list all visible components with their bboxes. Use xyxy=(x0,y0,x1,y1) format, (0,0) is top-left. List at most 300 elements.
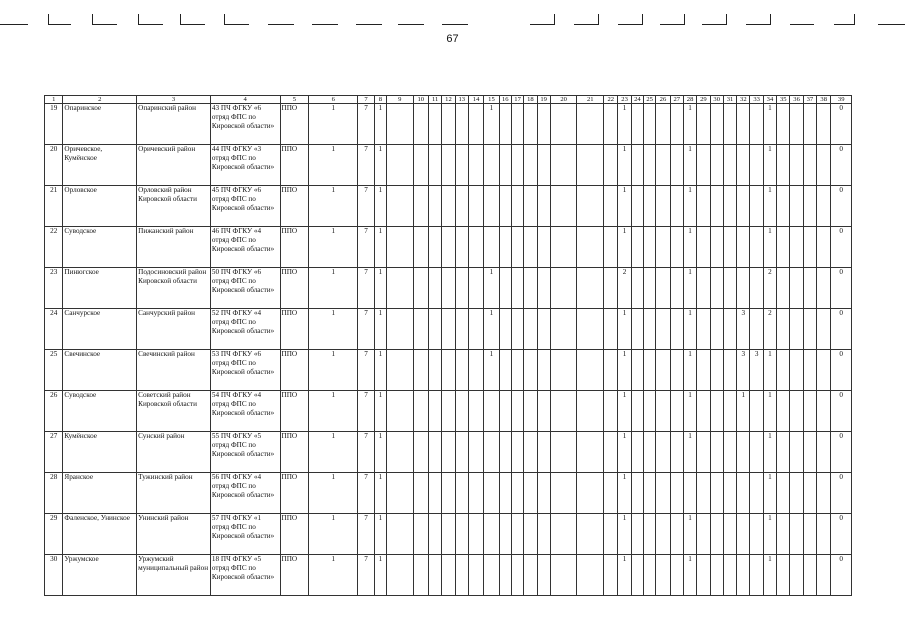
value-cell xyxy=(455,227,468,268)
value-cell xyxy=(468,145,483,186)
value-cell: 1 xyxy=(763,473,776,514)
value-cell xyxy=(499,473,511,514)
value-cell xyxy=(644,514,656,555)
column-number: 23 xyxy=(618,96,631,104)
value-cell xyxy=(656,350,670,391)
value-cell: 1 xyxy=(374,514,386,555)
value-cell xyxy=(428,350,441,391)
value-cell: 7 xyxy=(358,514,374,555)
value-cell xyxy=(803,555,816,596)
value-cell xyxy=(790,473,803,514)
unit-type-cell: ППО xyxy=(280,309,309,350)
value-cell xyxy=(387,555,414,596)
value-cell: 1 xyxy=(737,391,750,432)
district-cell: Уржумский муниципальный район xyxy=(137,555,211,596)
value-cell: 0 xyxy=(831,473,852,514)
unit-type-cell: ППО xyxy=(280,145,309,186)
value-cell xyxy=(511,555,523,596)
value-cell xyxy=(790,391,803,432)
value-cell xyxy=(777,432,790,473)
value-cell xyxy=(413,145,428,186)
value-cell xyxy=(550,350,577,391)
value-cell xyxy=(656,227,670,268)
column-number: 38 xyxy=(817,96,831,104)
value-cell: 0 xyxy=(831,309,852,350)
row-number: 19 xyxy=(45,104,63,145)
value-cell: 7 xyxy=(358,268,374,309)
value-cell xyxy=(644,350,656,391)
value-cell xyxy=(550,268,577,309)
value-cell xyxy=(750,391,763,432)
settlement-cell: Оричевское, Кумёнское xyxy=(63,145,137,186)
value-cell xyxy=(777,145,790,186)
value-cell xyxy=(442,309,455,350)
fire-unit-cell: 43 ПЧ ФГКУ «6 отряд ФПС по Кировской области» xyxy=(210,104,280,145)
value-cell xyxy=(499,104,511,145)
value-cell xyxy=(737,432,750,473)
value-cell xyxy=(710,391,723,432)
value-cell xyxy=(499,555,511,596)
binding-mark xyxy=(702,14,727,25)
value-cell xyxy=(550,514,577,555)
value-cell xyxy=(656,186,670,227)
column-number: 37 xyxy=(803,96,816,104)
value-cell xyxy=(387,514,414,555)
value-cell xyxy=(604,186,618,227)
value-cell xyxy=(442,268,455,309)
value-cell xyxy=(670,309,683,350)
district-cell: Пижанский район xyxy=(137,227,211,268)
column-number: 33 xyxy=(750,96,763,104)
value-cell xyxy=(537,555,550,596)
value-cell xyxy=(790,145,803,186)
unit-type-cell: ППО xyxy=(280,473,309,514)
value-cell xyxy=(537,432,550,473)
value-cell xyxy=(790,268,803,309)
value-cell xyxy=(817,391,831,432)
fire-unit-cell: 45 ПЧ ФГКУ «6 отряд ФПС по Кировской области» xyxy=(210,186,280,227)
value-cell xyxy=(604,473,618,514)
value-cell xyxy=(455,473,468,514)
column-number: 14 xyxy=(468,96,483,104)
value-cell xyxy=(550,432,577,473)
fire-unit-cell: 53 ПЧ ФГКУ «6 отряд ФПС по Кировской области» xyxy=(210,350,280,391)
value-cell xyxy=(777,186,790,227)
value-cell xyxy=(387,145,414,186)
column-number: 21 xyxy=(577,96,604,104)
value-cell xyxy=(631,227,643,268)
value-cell xyxy=(817,186,831,227)
fire-unit-cell: 52 ПЧ ФГКУ «4 отряд ФПС по Кировской области» xyxy=(210,309,280,350)
table-row xyxy=(45,391,852,432)
value-cell: 1 xyxy=(374,145,386,186)
value-cell xyxy=(484,227,499,268)
value-cell xyxy=(631,514,643,555)
value-cell xyxy=(604,555,618,596)
value-cell xyxy=(484,186,499,227)
settlement-cell: Санчурское xyxy=(63,309,137,350)
value-cell: 1 xyxy=(763,186,776,227)
table-row xyxy=(45,227,852,268)
binding-mark xyxy=(878,14,905,25)
value-cell xyxy=(644,555,656,596)
value-cell: 1 xyxy=(683,186,696,227)
value-cell xyxy=(511,227,523,268)
binding-mark xyxy=(0,14,28,25)
value-cell xyxy=(723,350,736,391)
value-cell xyxy=(550,309,577,350)
value-cell xyxy=(790,227,803,268)
settlement-cell: Орловское xyxy=(63,186,137,227)
fire-unit-cell: 18 ПЧ ФГКУ «5 отряд ФПС по Кировской области» xyxy=(210,555,280,596)
value-cell xyxy=(644,186,656,227)
value-cell: 1 xyxy=(374,309,386,350)
value-cell: 7 xyxy=(358,145,374,186)
value-cell xyxy=(644,391,656,432)
value-cell xyxy=(484,432,499,473)
value-cell xyxy=(468,268,483,309)
value-cell xyxy=(604,309,618,350)
value-cell xyxy=(468,473,483,514)
column-number: 20 xyxy=(550,96,577,104)
value-cell xyxy=(468,432,483,473)
value-cell xyxy=(413,391,428,432)
binding-mark xyxy=(356,14,382,25)
value-cell xyxy=(442,391,455,432)
value-cell: 1 xyxy=(683,555,696,596)
column-number: 25 xyxy=(644,96,656,104)
value-cell xyxy=(750,432,763,473)
value-cell xyxy=(511,104,523,145)
value-cell: 2 xyxy=(763,268,776,309)
value-cell xyxy=(577,309,604,350)
value-cell: 1 xyxy=(683,227,696,268)
table-row xyxy=(45,268,852,309)
value-cell xyxy=(428,514,441,555)
value-cell xyxy=(710,104,723,145)
value-cell xyxy=(644,104,656,145)
value-cell: 0 xyxy=(831,555,852,596)
value-cell xyxy=(631,309,643,350)
value-cell xyxy=(817,555,831,596)
value-cell xyxy=(413,268,428,309)
column-number: 9 xyxy=(387,96,414,104)
value-cell xyxy=(670,227,683,268)
value-cell: 1 xyxy=(309,309,358,350)
column-number: 7 xyxy=(358,96,374,104)
value-cell xyxy=(413,350,428,391)
value-cell: 1 xyxy=(484,350,499,391)
value-cell xyxy=(723,473,736,514)
column-number: 11 xyxy=(428,96,441,104)
value-cell xyxy=(644,227,656,268)
column-number: 39 xyxy=(831,96,852,104)
table-row xyxy=(45,309,852,350)
value-cell xyxy=(750,104,763,145)
value-cell: 0 xyxy=(831,514,852,555)
value-cell xyxy=(387,104,414,145)
value-cell: 0 xyxy=(831,432,852,473)
value-cell: 2 xyxy=(763,309,776,350)
value-cell xyxy=(537,514,550,555)
value-cell: 1 xyxy=(374,186,386,227)
value-cell xyxy=(604,391,618,432)
column-number: 2 xyxy=(63,96,137,104)
value-cell xyxy=(737,186,750,227)
value-cell xyxy=(670,350,683,391)
value-cell xyxy=(631,104,643,145)
value-cell xyxy=(524,555,537,596)
value-cell: 1 xyxy=(618,309,631,350)
value-cell xyxy=(631,186,643,227)
value-cell: 7 xyxy=(358,391,374,432)
value-cell: 7 xyxy=(358,555,374,596)
unit-type-cell: ППО xyxy=(280,391,309,432)
binding-mark xyxy=(574,14,599,25)
settlement-cell: Опаринское xyxy=(63,104,137,145)
value-cell xyxy=(468,391,483,432)
table-row xyxy=(45,555,852,596)
column-number: 10 xyxy=(413,96,428,104)
value-cell: 1 xyxy=(618,350,631,391)
value-cell xyxy=(631,391,643,432)
value-cell xyxy=(803,227,816,268)
unit-type-cell: ППО xyxy=(280,514,309,555)
value-cell xyxy=(631,432,643,473)
value-cell xyxy=(697,432,710,473)
value-cell xyxy=(499,145,511,186)
column-number: 26 xyxy=(656,96,670,104)
value-cell xyxy=(537,268,550,309)
value-cell xyxy=(484,514,499,555)
value-cell xyxy=(524,186,537,227)
value-cell xyxy=(455,555,468,596)
value-cell xyxy=(737,145,750,186)
binding-mark xyxy=(530,14,555,25)
settlement-cell: Суводское xyxy=(63,391,137,432)
value-cell xyxy=(737,555,750,596)
binding-mark xyxy=(660,14,685,25)
column-number: 29 xyxy=(697,96,710,104)
value-cell: 0 xyxy=(831,350,852,391)
value-cell xyxy=(604,145,618,186)
value-cell xyxy=(577,186,604,227)
settlement-cell: Фаленское, Унинское xyxy=(63,514,137,555)
value-cell xyxy=(387,268,414,309)
value-cell: 3 xyxy=(737,309,750,350)
value-cell xyxy=(723,227,736,268)
value-cell xyxy=(577,432,604,473)
value-cell xyxy=(484,391,499,432)
district-cell: Подосиновский район Кировской области xyxy=(137,268,211,309)
value-cell xyxy=(484,473,499,514)
value-cell xyxy=(750,268,763,309)
value-cell xyxy=(413,473,428,514)
binding-mark xyxy=(746,14,771,25)
value-cell xyxy=(777,227,790,268)
value-cell: 1 xyxy=(309,268,358,309)
value-cell xyxy=(550,391,577,432)
value-cell xyxy=(631,268,643,309)
value-cell xyxy=(777,391,790,432)
value-cell xyxy=(790,555,803,596)
column-number: 36 xyxy=(790,96,803,104)
value-cell xyxy=(670,514,683,555)
value-cell xyxy=(737,473,750,514)
row-number: 25 xyxy=(45,350,63,391)
binding-mark xyxy=(618,14,643,25)
value-cell xyxy=(644,268,656,309)
value-cell xyxy=(524,145,537,186)
fire-unit-cell: 44 ПЧ ФГКУ «3 отряд ФПС по Кировской области» xyxy=(210,145,280,186)
value-cell xyxy=(710,350,723,391)
value-cell: 1 xyxy=(309,104,358,145)
value-cell xyxy=(577,268,604,309)
value-cell: 7 xyxy=(358,309,374,350)
value-cell: 1 xyxy=(683,432,696,473)
value-cell xyxy=(697,473,710,514)
binding-mark xyxy=(180,14,205,25)
column-number: 31 xyxy=(723,96,736,104)
value-cell xyxy=(455,309,468,350)
value-cell xyxy=(455,432,468,473)
header-row xyxy=(45,96,852,104)
value-cell xyxy=(499,350,511,391)
value-cell xyxy=(413,309,428,350)
column-number: 32 xyxy=(737,96,750,104)
value-cell: 1 xyxy=(309,186,358,227)
value-cell xyxy=(697,350,710,391)
value-cell xyxy=(803,186,816,227)
value-cell xyxy=(656,104,670,145)
value-cell xyxy=(468,350,483,391)
value-cell xyxy=(524,104,537,145)
value-cell xyxy=(604,227,618,268)
value-cell: 1 xyxy=(374,473,386,514)
value-cell xyxy=(656,268,670,309)
value-cell: 1 xyxy=(763,514,776,555)
value-cell: 1 xyxy=(618,391,631,432)
value-cell xyxy=(737,104,750,145)
row-number: 29 xyxy=(45,514,63,555)
value-cell xyxy=(723,391,736,432)
value-cell xyxy=(777,104,790,145)
value-cell xyxy=(723,145,736,186)
value-cell: 1 xyxy=(763,391,776,432)
value-cell: 1 xyxy=(309,227,358,268)
value-cell xyxy=(550,555,577,596)
value-cell xyxy=(790,350,803,391)
value-cell: 1 xyxy=(484,104,499,145)
column-number: 28 xyxy=(683,96,696,104)
value-cell xyxy=(442,227,455,268)
value-cell xyxy=(428,268,441,309)
value-cell xyxy=(524,268,537,309)
column-number: 22 xyxy=(604,96,618,104)
binding-mark xyxy=(442,14,468,25)
value-cell xyxy=(750,309,763,350)
value-cell: 1 xyxy=(309,145,358,186)
value-cell: 7 xyxy=(358,227,374,268)
value-cell: 1 xyxy=(374,104,386,145)
district-cell: Свечинский район xyxy=(137,350,211,391)
value-cell xyxy=(537,104,550,145)
value-cell xyxy=(631,350,643,391)
column-number: 35 xyxy=(777,96,790,104)
unit-type-cell: ППО xyxy=(280,432,309,473)
value-cell xyxy=(455,145,468,186)
value-cell xyxy=(750,514,763,555)
value-cell: 1 xyxy=(683,514,696,555)
value-cell xyxy=(723,186,736,227)
row-number: 26 xyxy=(45,391,63,432)
value-cell xyxy=(817,227,831,268)
value-cell: 1 xyxy=(683,391,696,432)
settlement-cell: Кумёнское xyxy=(63,432,137,473)
value-cell xyxy=(511,186,523,227)
value-cell xyxy=(468,555,483,596)
table-row xyxy=(45,473,852,514)
column-number: 12 xyxy=(442,96,455,104)
value-cell: 0 xyxy=(831,391,852,432)
value-cell xyxy=(524,350,537,391)
value-cell xyxy=(710,309,723,350)
value-cell xyxy=(803,432,816,473)
value-cell xyxy=(428,555,441,596)
value-cell xyxy=(499,227,511,268)
settlement-cell: Яранское xyxy=(63,473,137,514)
value-cell xyxy=(577,391,604,432)
value-cell xyxy=(750,145,763,186)
table-row xyxy=(45,145,852,186)
value-cell xyxy=(511,391,523,432)
value-cell xyxy=(803,350,816,391)
value-cell xyxy=(577,514,604,555)
value-cell xyxy=(697,555,710,596)
value-cell xyxy=(790,309,803,350)
value-cell: 1 xyxy=(683,145,696,186)
value-cell xyxy=(817,309,831,350)
value-cell xyxy=(468,104,483,145)
value-cell xyxy=(537,145,550,186)
value-cell xyxy=(442,186,455,227)
value-cell xyxy=(537,227,550,268)
value-cell xyxy=(817,145,831,186)
table-row xyxy=(45,350,852,391)
binding-mark xyxy=(398,14,424,25)
value-cell xyxy=(723,309,736,350)
column-number: 8 xyxy=(374,96,386,104)
value-cell: 3 xyxy=(750,350,763,391)
value-cell xyxy=(737,268,750,309)
value-cell: 1 xyxy=(374,391,386,432)
value-cell xyxy=(697,391,710,432)
value-cell xyxy=(537,391,550,432)
value-cell: 1 xyxy=(309,391,358,432)
value-cell xyxy=(577,227,604,268)
value-cell: 7 xyxy=(358,186,374,227)
value-cell xyxy=(442,104,455,145)
value-cell: 1 xyxy=(309,514,358,555)
value-cell xyxy=(511,473,523,514)
value-cell xyxy=(499,514,511,555)
binding-mark xyxy=(92,14,117,25)
value-cell xyxy=(777,473,790,514)
value-cell xyxy=(817,104,831,145)
value-cell xyxy=(484,145,499,186)
fire-unit-cell: 57 ПЧ ФГКУ «1 отряд ФПС по Кировской области» xyxy=(210,514,280,555)
value-cell xyxy=(455,514,468,555)
